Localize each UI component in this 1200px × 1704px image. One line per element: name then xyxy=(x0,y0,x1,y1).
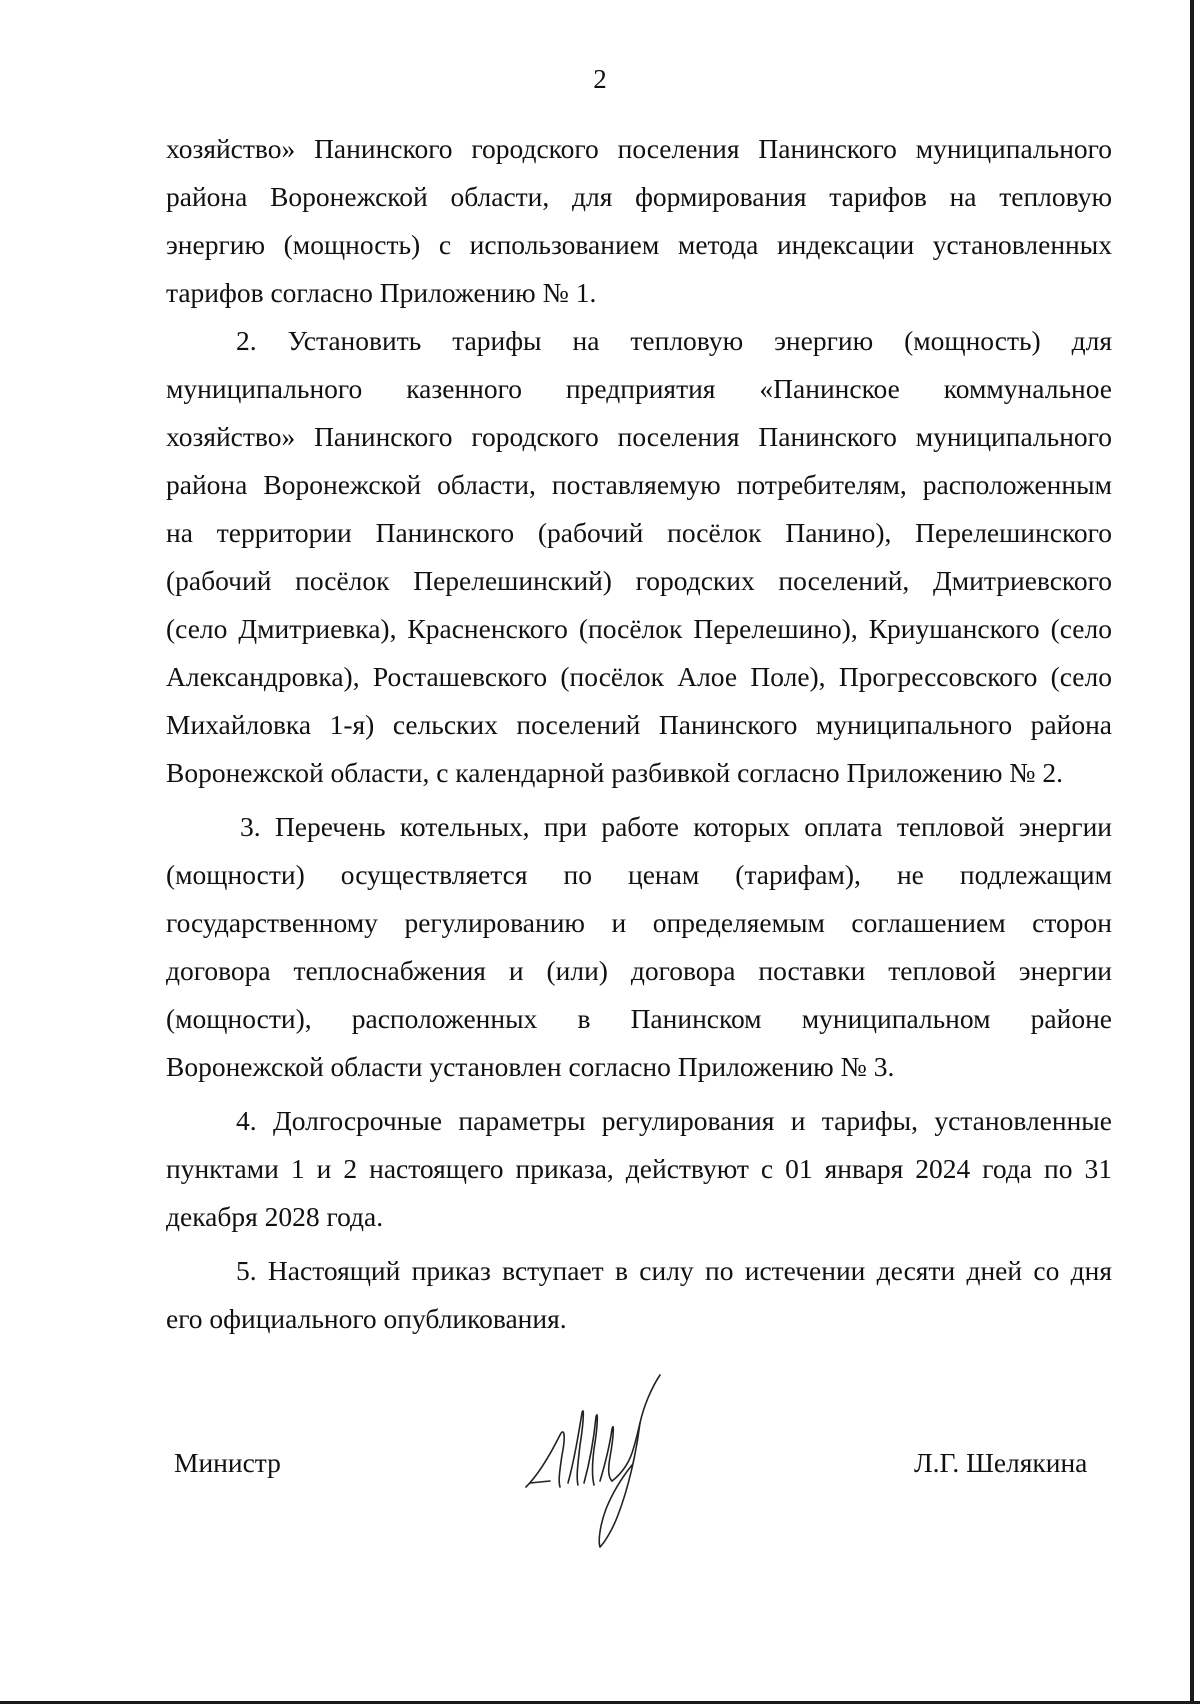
paragraph-line: района Воронежской области, для формирования тарифов на тепловую xyxy=(166,181,1112,212)
paragraph-line: государственному регулированию и определяемым соглашением сторон xyxy=(166,907,1112,938)
paragraph-line: пунктами 1 и 2 настоящего приказа, действуют с 01 января 2024 года по 31 xyxy=(166,1153,1112,1184)
paragraph-line: 5. Настоящий приказ вступает в силу по истечении десяти дней со дня xyxy=(236,1255,1112,1286)
page-number: 2 xyxy=(593,64,607,94)
paragraph-line: 3. Перечень котельных, при работе которых оплата тепловой энергии xyxy=(240,811,1112,842)
paragraph-line: (село Дмитриевка), Красненского (посёлок Перелешино), Криушанского (село xyxy=(166,613,1112,644)
paragraph-line: декабря 2028 года. xyxy=(166,1201,384,1232)
paragraph-line: договора теплоснабжения и (или) договора поставки тепловой энергии xyxy=(166,955,1112,986)
paragraph-line: района Воронежской области, поставляемую потребителям, расположенным xyxy=(166,469,1112,500)
paragraph-line: 2. Установить тарифы на тепловую энергию (мощность) для xyxy=(236,325,1112,356)
paragraph-line: хозяйство» Панинского городского поселения Панинского муниципального xyxy=(166,421,1112,452)
paragraph-line: (рабочий посёлок Перелешинский) городских поселений, Дмитриевского xyxy=(166,565,1112,596)
paragraph-line: Александровка), Росташевского (посёлок Алое Поле), Прогрессовского (село xyxy=(166,661,1112,692)
paragraph-line: энергию (мощность) с использованием метода индексации установленных xyxy=(166,229,1112,260)
paragraph-line: (мощности), расположенных в Панинском муниципальном районе xyxy=(166,1003,1112,1034)
page-border-right xyxy=(1190,0,1194,1704)
paragraph-line: тарифов согласно Приложению № 1. xyxy=(166,277,597,308)
paragraph-line: Воронежской области установлен согласно Приложению № 3. xyxy=(166,1051,895,1082)
paragraph-line: на территории Панинского (рабочий посёлок Панино), Перелешинского xyxy=(166,517,1112,548)
signatory-name: Л.Г. Шелякина xyxy=(914,1447,1088,1478)
paragraph-line: (мощности) осуществляется по ценам (тарифам), не подлежащим xyxy=(166,859,1112,890)
handwritten-signature xyxy=(520,1365,680,1555)
paragraph-line: Михайловка 1-я) сельских поселений Панинского муниципального района xyxy=(166,709,1112,740)
signatory-title: Министр xyxy=(174,1447,281,1478)
paragraph-line: 4. Долгосрочные параметры регулирования и тарифы, установленные xyxy=(236,1105,1112,1136)
paragraph-line: муниципального казенного предприятия «Панинское коммунальное xyxy=(166,373,1112,404)
paragraph-line: хозяйство» Панинского городского поселения Панинского муниципального xyxy=(166,133,1112,164)
paragraph-line: его официального опубликования. xyxy=(166,1303,567,1334)
paragraph-line: Воронежской области, с календарной разбивкой согласно Приложению № 2. xyxy=(166,757,1064,788)
